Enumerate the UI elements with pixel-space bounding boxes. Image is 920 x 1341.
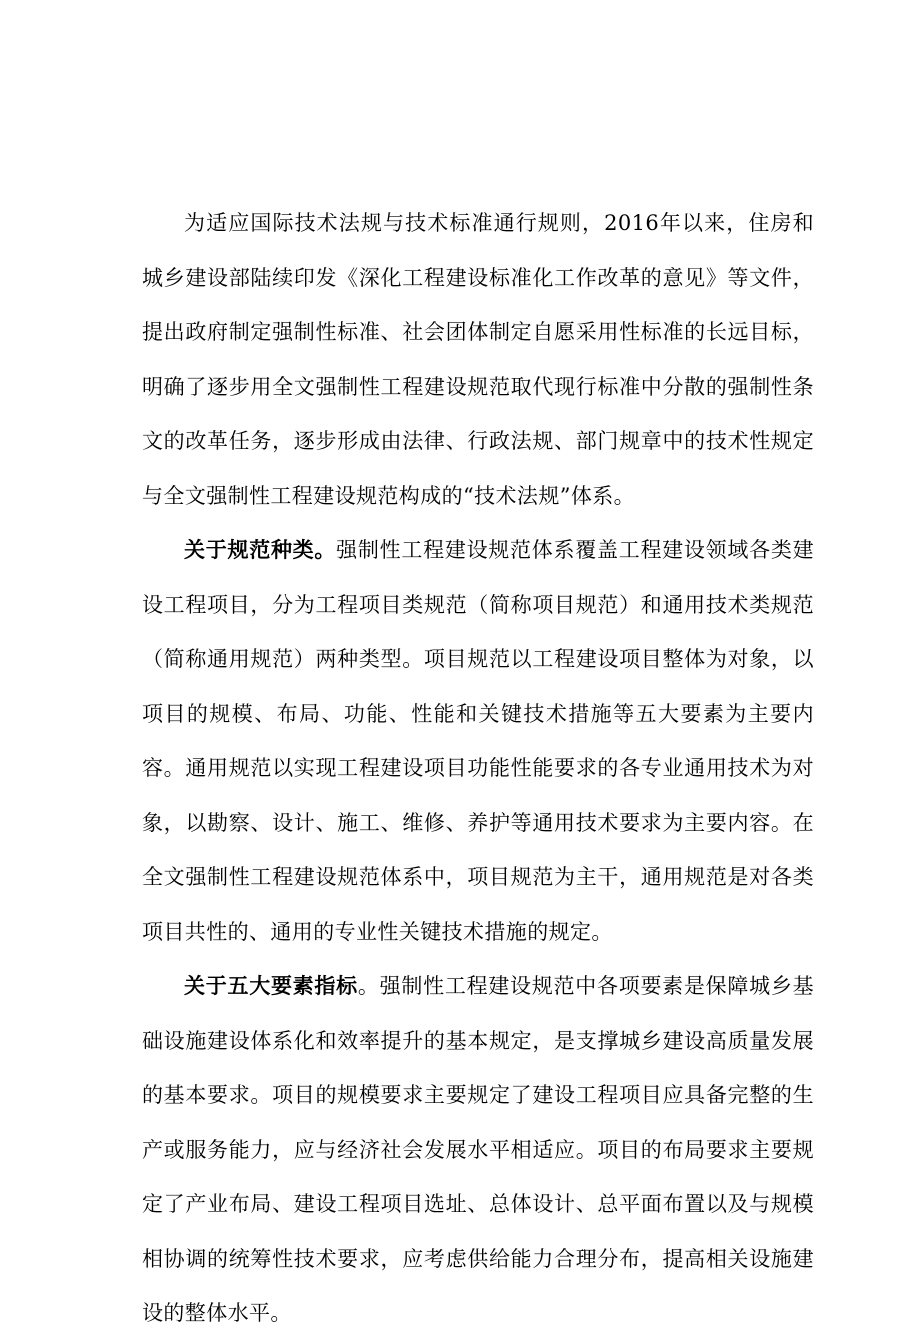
paragraph-text: 为适应国际技术法规与技术标准通行规则，2016年以来，住房和城乡建设部陆续印发《深化工程建设标准化工作改革的意见》等文件，提出政府制定强制性标准、社会团体制定自愿采用性标准的长远目标，明确了逐步用全文强制性工程建设规范取代现行标准中分散的强制性条文的改革任务，逐步形成由法律、行政法规、部门规章中的技术性规定与全文强制性工程建设规范构成的“技术法规”体系。: [142, 211, 814, 508]
paragraph-lead: 关于规范种类。: [184, 538, 337, 562]
paragraph-specification-types: [142, 523, 814, 959]
paragraph-lead: 关于五大要素指标: [184, 974, 358, 998]
paragraph-text: 。强制性工程建设规范中各项要素是保障城乡基础设施建设体系化和效率提升的基本规定，是支撑城乡建设高质量发展的基本要求。项目的规模要求主要规定了建设工程项目应具备完整的生产或服务能力，应与经济社会发展水平相适应。项目的布局要求主要规定了产业布局、建设工程项目选址、总体设计、总平面布置以及与规模相协调的统筹性技术要求，应考虑供给能力合理分布，提高相关设施建设的整体水平。: [142, 974, 814, 1325]
paragraph-five-elements: [142, 959, 814, 1341]
document-body: [142, 196, 814, 1341]
paragraph-intro: [142, 196, 814, 523]
paragraph-text: 强制性工程建设规范体系覆盖工程建设领域各类建设工程项目，分为工程项目类规范（简称项目规范）和通用技术类规范（简称通用规范）两种类型。项目规范以工程建设项目整体为对象，以项目的规模、布局、功能、性能和关键技术措施等五大要素为主要内容。通用规范以实现工程建设项目功能性能要求的各专业通用技术为对象，以勘察、设计、施工、维修、养护等通用技术要求为主要内容。在全文强制性工程建设规范体系中，项目规范为主干，通用规范是对各类项目共性的、通用的专业性关键技术措施的规定。: [142, 538, 814, 944]
